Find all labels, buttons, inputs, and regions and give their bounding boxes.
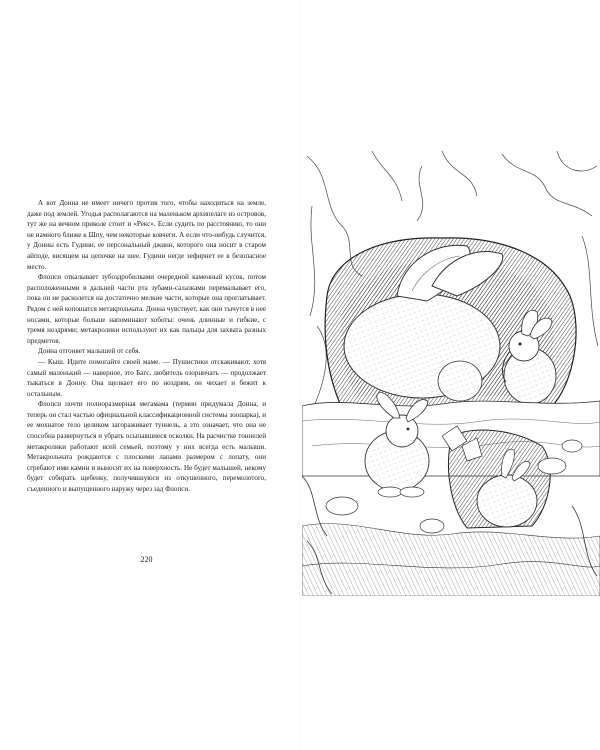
page-number: 220 [140, 555, 153, 564]
paragraph: А вот Донна не имеет ничего против того, чтобы находиться на земле, даже под землей. Угодья располагаются на маленьком архипелаге из островов, тут же на вечном приколе стоит и «Рекс». Если судить по расстоянию, то они не намного ближе к Шпу, чем некоторые ковчеги. А если что-нибудь случится, у Донны есть Гудини, ее персональный джинн, которого она носит в старом айподе, висящем на цепочке на шее. Гудини негде зефирнет ее в безопасное место. [27, 199, 266, 271]
book-gutter [299, 0, 301, 750]
body-text [27, 198, 266, 495]
rabbits-in-burrow-illustration [302, 146, 600, 596]
paragraph: — Кыш. Идите помогайте своей маме. — Пушистики отскакивают, хотя самый маленький — наверное, это Багс, любитель озорничать — продолжает тыкаться в Донну. Она щелкает его по ноздрям, он чихает и бежит к остальным. [27, 357, 266, 398]
paragraph: Донна отгоняет малышей от себя. [38, 347, 141, 356]
paragraph: Флопси почти полноразмерная мегамама (термин придумала Донна, и теперь он стал частью официальной классификационной системы зоопарка), и ее мохнатое тело целиком загораживает туннель, а это означает, что она не способна развернуться и убрать осыпавшиеся осколки. На расчистке тоннелей метакролики работают всей семьей, поэтому у них всегда есть малыши. Метакрольчата рождаются с плоскими лапами размером с лопату, они сгребают ими камни и выносят их на поверхность. Не будет малышей, некому будет собирать щебенку, получившуюся из откушенного, перемолотого, съеденного и выпущенного наружу через зад Флопси. [27, 400, 266, 494]
paragraph: Флопси откалывает зубоздробилками очередной каменный кусок, потом расположенными в дальней части рта зубами-салазками перемалывает его, пока он не расколется на достаточно мелкие части, которые она проглатывает. Рядом с ней копошатся метакрольчата. Донна чувствует, как они тычутся в нее носами, которые больше напоминают хоботы: очень длинные и гибкие, с тремя ноздрями; метакролики используют их как пальцы для захвата разных предметов. [27, 273, 266, 345]
